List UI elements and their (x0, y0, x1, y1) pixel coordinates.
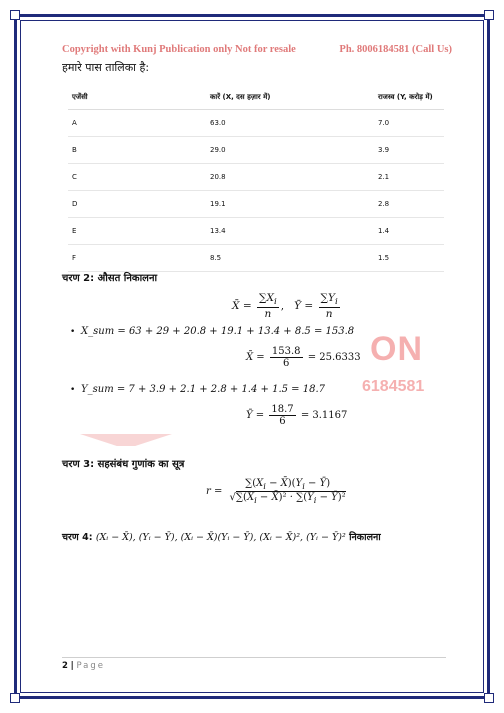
page-word: Page (76, 661, 106, 671)
table-cell: B (68, 137, 206, 164)
table-cell: 1.5 (374, 245, 444, 272)
table-row (68, 191, 444, 218)
column-header-cars: कारें (X, दस हज़ार में) (206, 88, 374, 110)
phone-text: Ph. 8006184581 (Call Us) (339, 44, 452, 55)
table-cell: A (68, 110, 206, 137)
table-cell: 2.8 (374, 191, 444, 218)
table-cell: C (68, 164, 206, 191)
table-cell: 29.0 (206, 137, 374, 164)
table-cell: 3.9 (374, 137, 444, 164)
table-row (68, 218, 444, 245)
xbar-denominator: 6 (283, 358, 290, 369)
xbar-formula: X̄ = $\frac{153.8}{6}$ = 25.6333 (246, 346, 361, 369)
table-cell: 7.0 (374, 110, 444, 137)
ysum-formula: Y_sum = 7 + 3.9 + 2.1 + 2.8 + 1.4 + 1.5 = 18.7 (81, 384, 325, 395)
table-row (68, 137, 444, 164)
table-cell: 13.4 (206, 218, 374, 245)
border-corner-ornament (10, 10, 20, 20)
step4-heading (62, 530, 381, 543)
watermark-logo-text: ON (370, 330, 423, 368)
border-corner-ornament (484, 10, 494, 20)
copyright-header (62, 44, 452, 55)
table-cell: 1.4 (374, 218, 444, 245)
table-row (68, 110, 444, 137)
step4-suffix: निकालना (349, 532, 381, 543)
step2-heading: चरण 2: औसत निकालना (62, 273, 158, 284)
table-row (68, 164, 444, 191)
ybar-formula: Ȳ = $\frac{18.7}{6}$ = 3.1167 (246, 404, 348, 427)
table-cell: 19.1 (206, 191, 374, 218)
table-cell: 8.5 (206, 245, 374, 272)
ybar-numerator: 18.7 (271, 404, 294, 415)
table-cell: 20.8 (206, 164, 374, 191)
ybar-denominator: 6 (279, 416, 286, 427)
table-cell: E (68, 218, 206, 245)
step3-heading: चरण 3: सहसंबंध गुणांक का सूत्र (62, 459, 185, 470)
footer-separator: | (70, 661, 74, 671)
correlation-formula: r = $\frac{\sum(X_i - X̄)(Y_i - Ȳ)}{√\sum(X_i - X̄)^2 \cdot \sum(Y_i - Ȳ)^2}$ (206, 478, 346, 505)
border-corner-ornament (10, 693, 20, 703)
table-header-row (68, 88, 444, 110)
page-footer (62, 661, 105, 671)
step4-prefix: चरण 4: (62, 532, 93, 543)
page-number: 2 (62, 661, 68, 671)
table-cell: 63.0 (206, 110, 374, 137)
xsum-bullet: • X_sum = 63 + 29 + 20.8 + 19.1 + 13.4 + 8.5 = 153.8 (70, 326, 355, 337)
table-cell: F (68, 245, 206, 272)
mean-formula: X̄ = $\frac{\sum X_i}{n}$ , Ȳ = $\frac{\sum Y_i}{n}$ (232, 292, 338, 321)
xbar-numerator: 153.8 (271, 346, 301, 357)
copyright-text: Copyright with Kunj Publication only Not for resale (62, 44, 296, 55)
column-header-revenue: राजस्व (Y, करोड़ में) (374, 88, 444, 110)
xsum-formula: X_sum = 63 + 29 + 20.8 + 19.1 + 13.4 + 8.5 = 153.8 (81, 326, 355, 337)
table-cell: 2.1 (374, 164, 444, 191)
table-cell: D (68, 191, 206, 218)
footer-divider (62, 657, 446, 658)
watermark-phone-text: 6184581 (362, 378, 425, 395)
column-header-agency: एजेंसी (68, 88, 206, 110)
table-row (68, 245, 444, 272)
ysum-bullet: • Y_sum = 7 + 3.9 + 2.1 + 2.8 + 1.4 + 1.5 = 18.7 (70, 384, 325, 395)
data-table (68, 88, 444, 272)
intro-text: हमारे पास तालिका है: (62, 61, 150, 74)
xbar-result: = 25.6333 (307, 352, 361, 363)
ybar-result: = 3.1167 (300, 410, 348, 421)
border-corner-ornament (484, 693, 494, 703)
step4-terms: (Xᵢ − X̄), (Yᵢ − Ȳ), (Xᵢ − X̄)(Yᵢ − Ȳ), (Xᵢ − X̄)², (Yᵢ − Ȳ)² (95, 532, 346, 543)
